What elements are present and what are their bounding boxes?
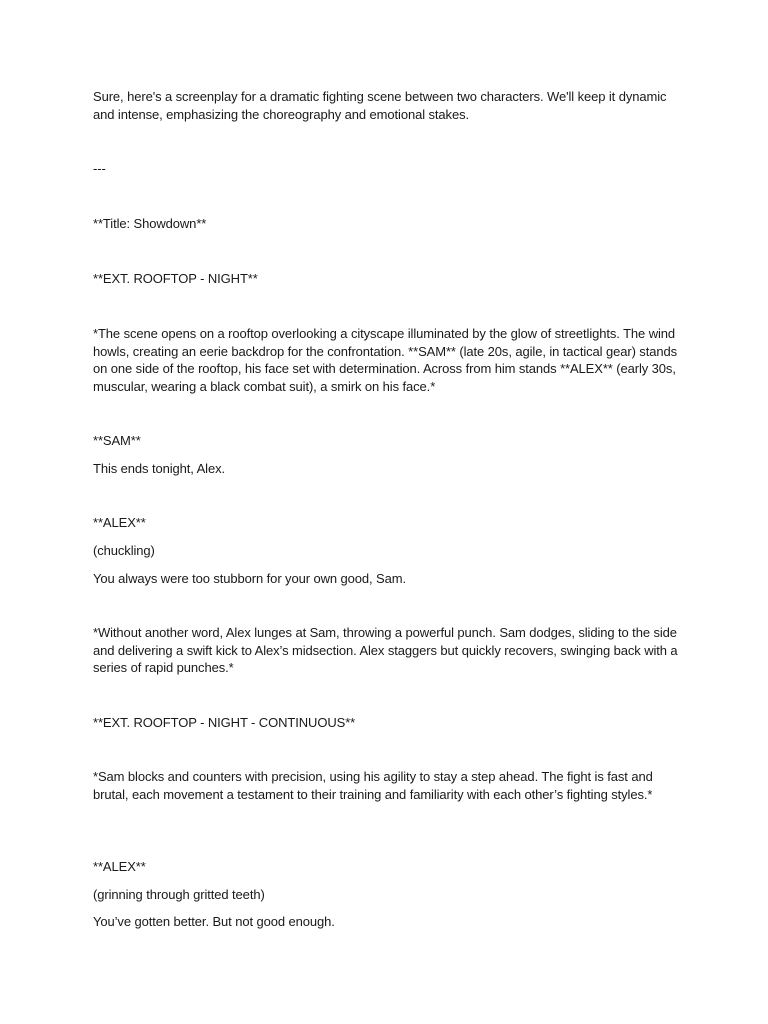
- scene-description: *The scene opens on a rooftop overlooking a cityscape illuminated by the glow of streetlights. The wind howls, creating an eerie backdrop for the confrontation. **SAM** (late 20s, agile, in tactical gear) stands on one side of the rooftop, his face set with determination. Across from him stands **ALEX** (early 30s, muscular, wearing a black combat suit), a smirk on his face.*: [93, 326, 678, 394]
- action-description: *Without another word, Alex lunges at Sam, throwing a powerful punch. Sam dodges, sliding to the side and delivering a swift kick to Alex’s midsection. Alex staggers but quickly recovers, swinging back with a series of rapid punches.*: [93, 625, 678, 676]
- parenthetical: (chuckling): [93, 543, 155, 558]
- screenplay-title: **Title: Showdown**: [93, 216, 207, 231]
- character-name-sam: **SAM**: [93, 433, 141, 448]
- character-name-alex: **ALEX**: [93, 859, 146, 874]
- scene-heading-continuous: **EXT. ROOFTOP - NIGHT - CONTINUOUS**: [93, 715, 356, 730]
- dialogue-line: You’ve gotten better. But not good enough.: [93, 914, 335, 929]
- action-description: *Sam blocks and counters with precision, using his agility to stay a step ahead. The fight is fast and brutal, each movement a testament to their training and familiarity with each other’s fighting styles.*: [93, 769, 653, 802]
- dialogue-line: This ends tonight, Alex.: [93, 461, 226, 476]
- character-name-alex: **ALEX**: [93, 515, 146, 530]
- scene-heading: **EXT. ROOFTOP - NIGHT**: [93, 271, 258, 286]
- dialogue-line: You always were too stubborn for your own good, Sam.: [93, 571, 407, 586]
- intro-paragraph: Sure, here's a screenplay for a dramatic fighting scene between two characters. We'll keep it dynamic and intense, emphasizing the choreography and emotional stakes.: [93, 89, 667, 122]
- parenthetical: (grinning through gritted teeth): [93, 887, 265, 902]
- separator-line: ---: [93, 161, 106, 176]
